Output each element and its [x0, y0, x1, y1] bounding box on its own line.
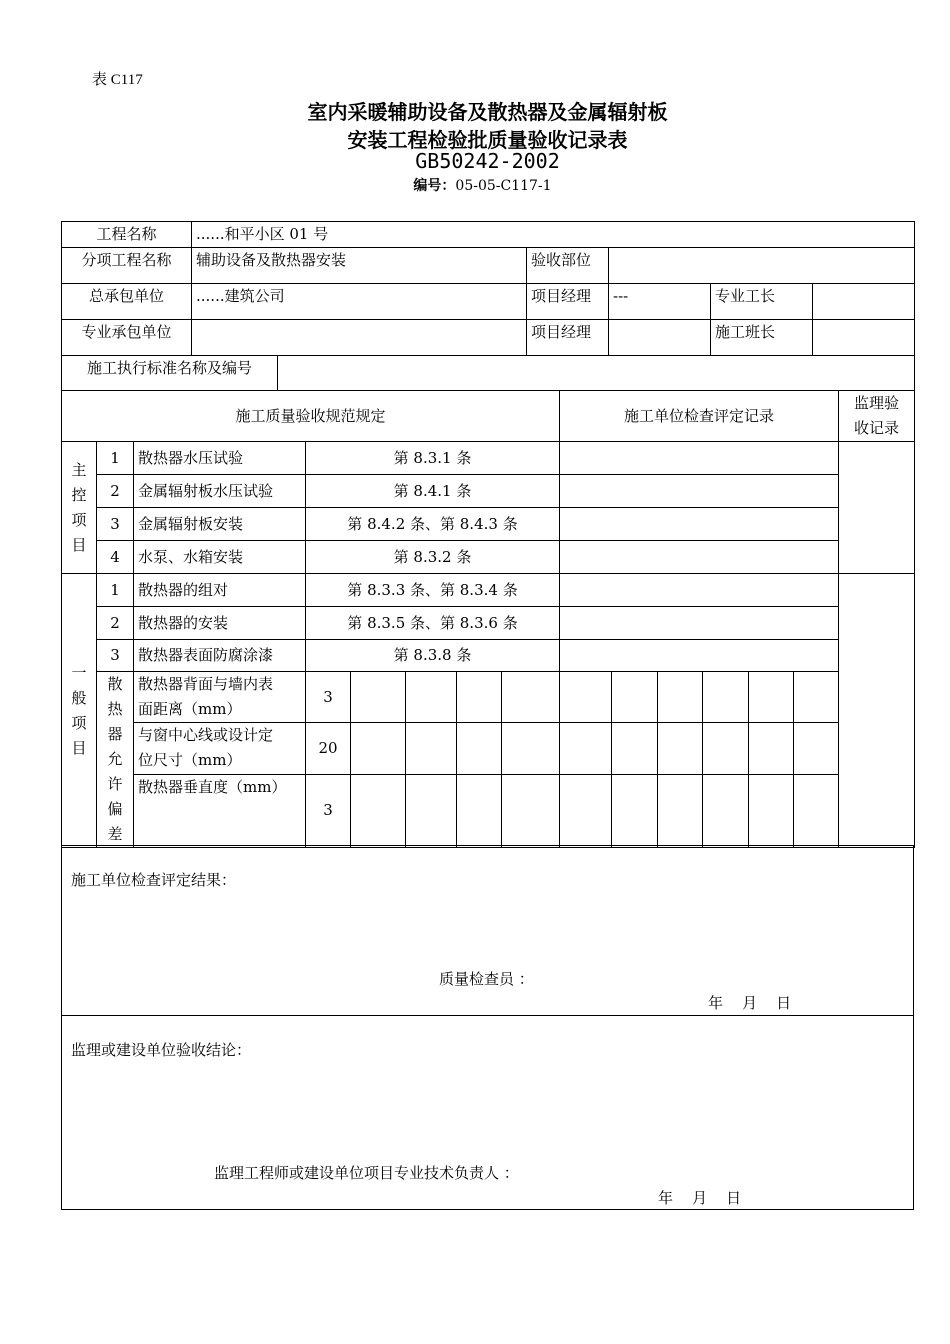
tolerance-value: 3: [306, 774, 351, 847]
inspection-table: [61, 390, 915, 848]
item-no: 1: [97, 442, 134, 475]
measure-cell[interactable]: [502, 774, 560, 847]
tolerance-name-line: 散热器背面与墙内表: [138, 675, 274, 694]
project-manager2-label: 项目经理: [527, 320, 609, 356]
main-control-label: [62, 442, 97, 574]
supervision-header-line2: 收记录: [854, 419, 900, 437]
item-record[interactable]: [560, 442, 839, 475]
supervisor-signer-label: 监理工程师或建设单位项目专业技术负责人 ：: [214, 1164, 519, 1182]
info-table: [61, 221, 915, 356]
form-code: 表 C117: [92, 72, 143, 88]
tolerance-name-line: 位尺寸（mm）: [138, 751, 242, 770]
item-no: 4: [97, 541, 134, 574]
item-no: 2: [97, 475, 134, 508]
measure-cell[interactable]: [560, 774, 612, 847]
form-title-line1: 室内采暖辅助设备及散热器及金属辐射板: [307, 100, 668, 124]
foreman-label: 专业工长: [711, 284, 813, 320]
main-control-char: 控: [71, 485, 87, 504]
project-manager-value[interactable]: ---: [609, 284, 711, 320]
measure-cell[interactable]: [457, 723, 502, 774]
supervision-result-label: 监理或建设单位验收结论：: [71, 1041, 252, 1059]
project-name-label: 工程名称: [62, 222, 192, 248]
tolerance-name-line: 面距离（mm）: [138, 700, 242, 719]
item-name: 金属辐射板水压试验: [134, 475, 306, 508]
construction-result-section[interactable]: [61, 845, 914, 1016]
main-control-char: 目: [71, 535, 87, 554]
foreman-value[interactable]: [813, 284, 915, 320]
standard-label: 施工执行标准名称及编号: [62, 356, 278, 391]
serial-value: 05-05-C117-1: [455, 178, 552, 194]
tolerance-name-line: 散热器垂直度（mm）: [138, 777, 287, 796]
sub-contractor-value[interactable]: [192, 320, 527, 356]
general-char: 般: [71, 688, 87, 707]
item-clause: 第 8.4.1 条: [306, 475, 560, 508]
measure-cell[interactable]: [658, 723, 703, 774]
measure-cell[interactable]: [351, 672, 406, 723]
tolerance-name: [134, 774, 306, 847]
item-name: 散热器的组对: [134, 574, 306, 607]
measure-cell[interactable]: [703, 774, 749, 847]
item-record[interactable]: [560, 475, 839, 508]
standard-table: [61, 355, 915, 391]
supervision-result-date: 年 月 日: [658, 1189, 742, 1207]
general-contractor-label: 总承包单位: [62, 284, 192, 320]
tolerance-char: 热: [107, 700, 123, 718]
supervision-header-line1: 监理验: [854, 394, 900, 412]
measure-cell[interactable]: [457, 774, 502, 847]
measure-cell[interactable]: [703, 672, 749, 723]
measure-cell[interactable]: [612, 672, 658, 723]
item-record[interactable]: [560, 607, 839, 640]
measure-cell[interactable]: [749, 774, 794, 847]
measure-cell[interactable]: [560, 723, 612, 774]
item-record[interactable]: [560, 508, 839, 541]
measure-cell[interactable]: [406, 723, 457, 774]
tolerance-char: 允: [107, 750, 123, 768]
supervision-header: [839, 391, 915, 442]
project-manager2-value[interactable]: [609, 320, 711, 356]
item-name: 散热器的安装: [134, 607, 306, 640]
item-record[interactable]: [560, 640, 839, 672]
serial-number: [0, 175, 950, 195]
item-no: 3: [97, 640, 134, 672]
team-leader-label: 施工班长: [711, 320, 813, 356]
general-label: [62, 574, 97, 848]
record-header: 施工单位检查评定记录: [560, 391, 839, 442]
sub-project-value[interactable]: 辅助设备及散热器安装: [192, 248, 527, 284]
measure-cell[interactable]: [502, 723, 560, 774]
measure-cell[interactable]: [658, 774, 703, 847]
item-name: 金属辐射板安装: [134, 508, 306, 541]
sub-contractor-label: 专业承包单位: [62, 320, 192, 356]
item-name: 散热器表面防腐涂漆: [134, 640, 306, 672]
measure-cell[interactable]: [612, 723, 658, 774]
main-supervision-cell[interactable]: [839, 442, 915, 574]
tolerance-label: [97, 672, 134, 848]
measure-cell[interactable]: [502, 672, 560, 723]
general-supervision-cell[interactable]: [839, 574, 915, 848]
measure-cell[interactable]: [560, 672, 612, 723]
general-char: 项: [71, 713, 87, 732]
general-char: 目: [71, 738, 87, 757]
item-no: 3: [97, 508, 134, 541]
general-contractor-value[interactable]: ......建筑公司: [192, 284, 527, 320]
item-clause: 第 8.3.3 条、第 8.3.4 条: [306, 574, 560, 607]
supervision-result-section[interactable]: [61, 1015, 914, 1210]
measure-cell[interactable]: [794, 723, 839, 774]
project-manager-label: 项目经理: [527, 284, 609, 320]
project-name-value[interactable]: ......和平小区 01 号: [192, 222, 915, 248]
item-record[interactable]: [560, 574, 839, 607]
standard-value[interactable]: [278, 356, 915, 391]
tolerance-char: 器: [107, 725, 123, 743]
main-control-char: 项: [71, 510, 87, 529]
tolerance-value: 3: [306, 672, 351, 723]
tolerance-char: 散: [107, 675, 123, 693]
tolerance-value: 20: [306, 723, 351, 774]
measure-cell[interactable]: [658, 672, 703, 723]
team-leader-value[interactable]: [813, 320, 915, 356]
tolerance-name-line: 与窗中心线或设计定: [138, 726, 274, 745]
measure-cell[interactable]: [351, 774, 406, 847]
item-clause: 第 8.3.2 条: [306, 541, 560, 574]
measure-cell[interactable]: [351, 723, 406, 774]
measure-cell[interactable]: [794, 774, 839, 847]
measure-cell[interactable]: [749, 672, 794, 723]
tolerance-name: [134, 723, 306, 774]
acceptance-part-value[interactable]: [609, 248, 915, 284]
construction-result-date: 年 月 日: [708, 994, 792, 1012]
tolerance-char: 偏: [107, 800, 123, 818]
main-control-char: 主: [71, 460, 87, 479]
spec-header: 施工质量验收规范规定: [62, 391, 560, 442]
item-clause: 第 8.3.1 条: [306, 442, 560, 475]
measure-cell[interactable]: [406, 672, 457, 723]
serial-label: 编号：: [413, 178, 456, 194]
form-title-line2: 安装工程检验批质量验收记录表: [347, 128, 628, 152]
item-clause: 第 8.3.5 条、第 8.3.6 条: [306, 607, 560, 640]
measure-cell[interactable]: [794, 672, 839, 723]
item-no: 2: [97, 607, 134, 640]
tolerance-name: [134, 672, 306, 723]
item-clause: 第 8.3.8 条: [306, 640, 560, 672]
item-name: 水泵、水箱安装: [134, 541, 306, 574]
measure-cell[interactable]: [406, 774, 457, 847]
measure-cell[interactable]: [612, 774, 658, 847]
form-standard-code: GB50242-2002: [415, 149, 560, 173]
item-clause: 第 8.4.2 条、第 8.4.3 条: [306, 508, 560, 541]
item-no: 1: [97, 574, 134, 607]
measure-cell[interactable]: [457, 672, 502, 723]
construction-result-label: 施工单位检查评定结果：: [71, 871, 237, 889]
general-char: 一: [71, 663, 87, 682]
quality-inspector-label: 质量检查员 ：: [439, 970, 534, 988]
tolerance-char: 差: [107, 825, 123, 843]
item-record[interactable]: [560, 541, 839, 574]
item-name: 散热器水压试验: [134, 442, 306, 475]
tolerance-char: 许: [107, 775, 123, 793]
measure-cell[interactable]: [703, 723, 749, 774]
sub-project-label: 分项工程名称: [62, 248, 192, 284]
measure-cell[interactable]: [749, 723, 794, 774]
acceptance-part-label: 验收部位: [527, 248, 609, 284]
